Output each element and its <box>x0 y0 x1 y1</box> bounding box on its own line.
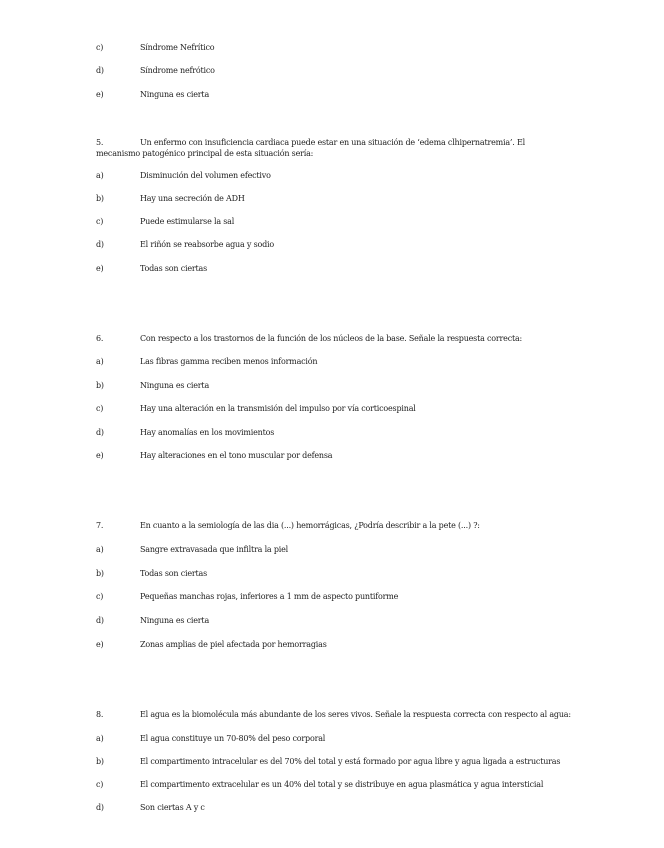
option-text: El compartimento intracelular es del 70% del total y está formado por agua libre y agua ligada a estructuras <box>140 757 561 766</box>
option-label: d) <box>96 240 104 249</box>
option-label: e) <box>96 451 104 460</box>
option-label: a) <box>96 734 104 743</box>
option-label: d) <box>96 66 104 75</box>
option-text: El agua constituye un 70-80% del peso corporal <box>140 734 326 743</box>
option-text: Hay anomalías en los movimientos <box>140 428 275 437</box>
question-number: 7. <box>96 521 104 530</box>
option-label: c) <box>96 217 104 226</box>
option-text: Puede estimularse la sal <box>140 217 235 226</box>
option-label: c) <box>96 780 104 789</box>
question-text: En cuanto a la semiología de las dia (...) hemorrágicas, ¿Podría describir a la pete (...) ?: <box>140 521 480 530</box>
option-label: e) <box>96 264 104 273</box>
option-label: b) <box>96 381 104 390</box>
option-label: b) <box>96 569 104 578</box>
option-text: Las fibras gamma reciben menos información <box>140 357 318 366</box>
option-label: a) <box>96 545 104 554</box>
option-text: Pequeñas manchas rojas, inferiores a 1 mm de aspecto puntiforme <box>140 592 399 601</box>
option-text: Hay una alteración en la transmisión del impulso por vía corticoespinal <box>140 404 416 413</box>
option-text: Son ciertas A y c <box>140 803 205 812</box>
option-text: Disminución del volumen efectivo <box>140 171 271 180</box>
question-number: 8. <box>96 710 104 719</box>
question-text: Con respecto a los trastornos de la función de los núcleos de la base. Señale la respuesta correcta: <box>140 334 523 343</box>
question-text-continued: mecanismo patogénico principal de esta situación sería: <box>96 149 314 158</box>
option-label: b) <box>96 757 104 766</box>
question-number: 6. <box>96 334 104 343</box>
option-text: El compartimento extracelular es un 40% del total y se distribuye en agua plasmática y agua intersticial <box>140 780 544 789</box>
option-text: Ninguna es cierta <box>140 616 210 625</box>
option-text: Todas son ciertas <box>140 264 207 273</box>
option-text: El riñón se reabsorbe agua y sodio <box>140 240 275 249</box>
option-label: e) <box>96 640 104 649</box>
option-text: Síndrome nefrótico <box>140 66 215 75</box>
option-label: c) <box>96 592 104 601</box>
option-text: Síndrome Nefrítico <box>140 43 215 52</box>
option-label: a) <box>96 357 104 366</box>
option-label: d) <box>96 803 104 812</box>
option-text: Hay alteraciones en el tono muscular por defensa <box>140 451 333 460</box>
option-text: Hay una secreción de ADH <box>140 194 245 203</box>
option-label: c) <box>96 404 104 413</box>
option-label: e) <box>96 90 104 99</box>
option-text: Todas son ciertas <box>140 569 207 578</box>
option-text: Ninguna es cierta <box>140 90 210 99</box>
option-label: a) <box>96 171 104 180</box>
question-number: 5. <box>96 138 104 147</box>
option-text: Zonas amplias de piel afectada por hemorragias <box>140 640 327 649</box>
option-text: Ninguna es cierta <box>140 381 210 390</box>
option-label: d) <box>96 616 104 625</box>
option-text: Sangre extravasada que infiltra la piel <box>140 545 289 554</box>
option-label: b) <box>96 194 104 203</box>
question-text: El agua es la biomolécula más abundante de los seres vivos. Señale la respuesta correcta con respecto al agua: <box>140 710 571 719</box>
question-text: Un enfermo con insuficiencia cardiaca puede estar en una situación de ‘edema clhipernatremia’. El <box>140 138 525 147</box>
option-label: d) <box>96 428 104 437</box>
option-label: c) <box>96 43 104 52</box>
